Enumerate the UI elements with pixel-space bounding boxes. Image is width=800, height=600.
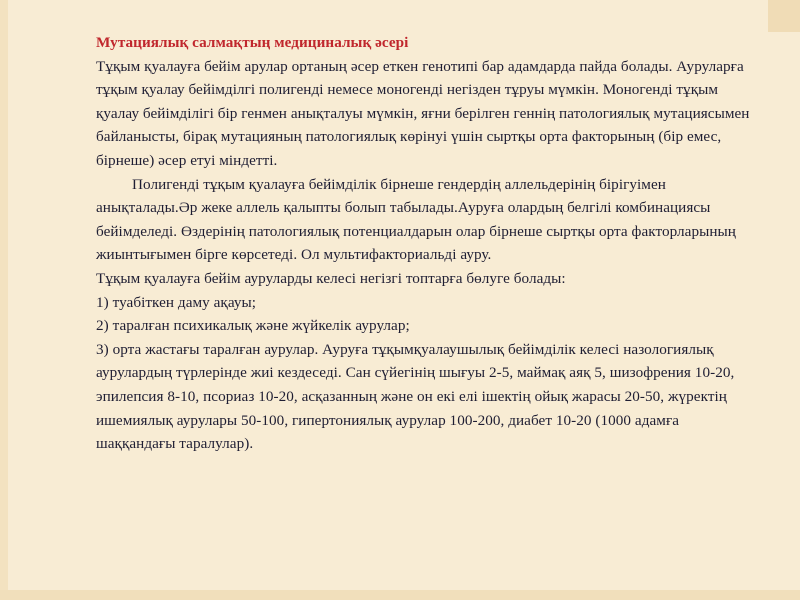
bottom-border-decoration [0, 590, 800, 600]
slide-title: Мутациялық салмақтың медициналық әсері [96, 34, 409, 51]
paragraph-monogenic: Тұқым қуалауға бейім арулар ортаның әсер еткен генотипі бар адамдарда пайда болады. Ауруларға тұқым қуалау бейімділгі полигенді немесе моногенді негізден тұруы мүмкін. Моногенді тұқым қуалау бейімділігі бір генмен анықталуы мүмкін, яғни берілген геннің патологиялық мутациясымен байланысты, бірақ мутацияның патологиялық көрінуі үшін сыртқы орта факторының (бір емес, бірнеше) әсер етуі міндетті. [96, 57, 750, 169]
paragraph-polygenic: Полигенді тұқым қуалауға бейімділік бірнеше гендердің аллельдерінің бірігуімен анықталады.Әр жеке аллель қалыпты болып табылады.Ауруға олардың белгілі комбинациясы бейімделеді. Өздерінің патологиялық потенциалдарын олар бірнеше сыртқы орта факторларының жиынтығымен бірге көрсетеді. Ол мультифакториальді ауру. [96, 175, 736, 264]
left-border-decoration [0, 0, 8, 600]
list-item-2: 2) таралған психикалық және жүйкелік аурулар; [96, 317, 410, 335]
list-intro: Тұқым қуалауға бейім ауруларды келесі негізгі топтарға бөлуге болады: [96, 269, 566, 287]
corner-decoration [768, 0, 800, 32]
list-item-1: 1) туабіткен даму ақауы; [96, 293, 257, 311]
list-item-3: 3) орта жастағы таралған аурулар. Ауруға тұқымқуалаушылық бейімділік келесі назологиялық аурулардың түрлерінде жиі кездеседі. Сан сүйегінің шығуы 2-5, маймақ аяқ 5, шизофрения 10-20, эпилепсия 8-10, псориаз 10-20, асқазанның және он екі елі ішектің ойық жарасы 20-50, жүректің ишемиялық аурулары 50-100, гипертониялық аурулар 100-200, диабет 10-20 (1000 адамға шаққандағы таралулар). [96, 340, 735, 453]
slide-text-body [96, 31, 756, 456]
